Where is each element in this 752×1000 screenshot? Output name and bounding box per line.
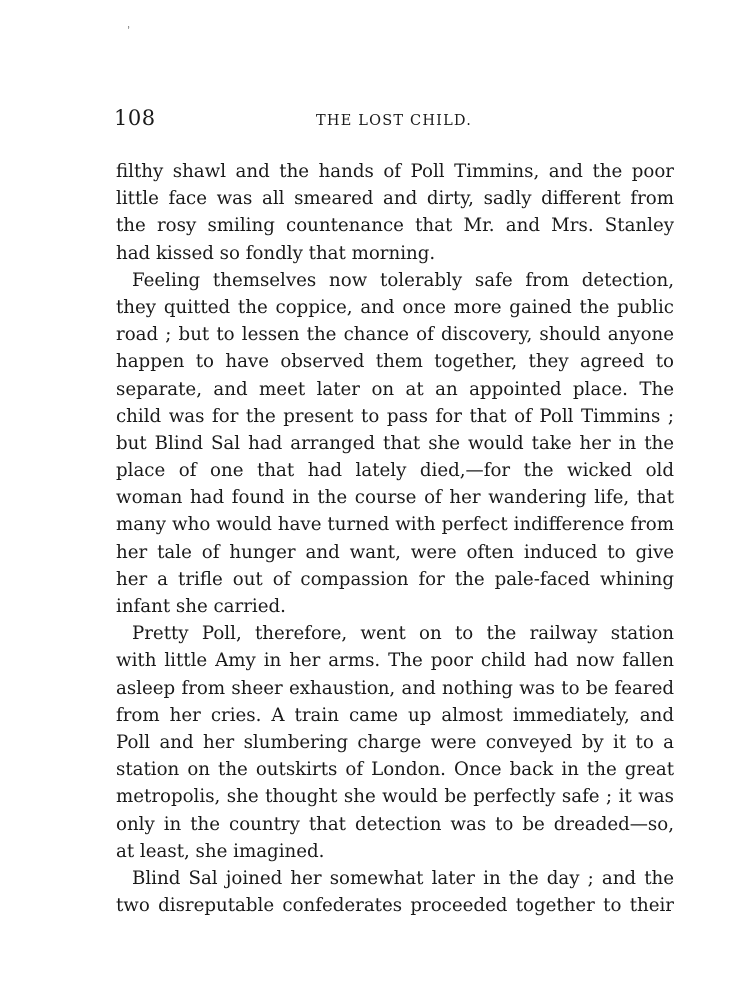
text-line: from her cries. A train came up almost immediately, and <box>116 704 674 726</box>
text-line: asleep from sheer exhaustion, and nothing was to be feared <box>116 677 674 699</box>
text-line: her tale of hunger and want, were often induced to give <box>116 541 674 563</box>
text-line: but Blind Sal had arranged that she would take her in the <box>116 432 674 454</box>
text-line: separate, and meet later on at an appointed place. The <box>116 378 674 400</box>
text-line: Feeling themselves now tolerably safe from detection, <box>132 269 674 291</box>
text-line: Blind Sal joined her somewhat later in the day ; and the <box>132 867 674 889</box>
text-line: her a trifle out of compassion for the pale-faced whining <box>116 568 674 590</box>
text-line: road ; but to lessen the chance of discovery, should anyone <box>116 324 674 346</box>
text-line: they quitted the coppice, and once more gained the public <box>116 296 674 318</box>
running-title: THE LOST CHILD. <box>316 113 473 129</box>
text-line: little face was all smeared and dirty, sadly different from <box>116 188 674 210</box>
page-number: 108 <box>114 106 156 130</box>
text-line: place of one that had lately died,—for the wicked old <box>116 460 674 482</box>
text-line: woman had found in the course of her wandering life, that <box>116 487 674 509</box>
text-line: the rosy smiling countenance that Mr. and Mrs. Stanley <box>116 215 674 237</box>
text-line: Poll and her slumbering charge were conveyed by it to a <box>116 731 674 753</box>
page-header <box>114 106 674 136</box>
text-line: at least, she imagined. <box>116 840 325 862</box>
text-line: happen to have observed them together, they agreed to <box>116 351 674 373</box>
text-line: many who would have turned with perfect indifference from <box>116 514 674 536</box>
text-line: infant she carried. <box>116 596 286 617</box>
text-line: station on the outskirts of London. Once back in the great <box>116 759 674 781</box>
text-line: metropolis, she thought she would be perfectly safe ; it was <box>116 786 674 808</box>
page-speck: ’ <box>125 23 134 38</box>
body-text <box>116 158 674 919</box>
text-line: two disreputable confederates proceeded together to their <box>116 895 674 917</box>
text-line: filthy shawl and the hands of Poll Timmins, and the poor <box>116 161 674 182</box>
text-line: child was for the present to pass for that of Poll Timmins ; <box>116 405 674 427</box>
text-line: only in the country that detection was to be dreaded—so, <box>116 813 674 835</box>
text-line: had kissed so fondly that morning. <box>116 242 436 264</box>
text-line: with little Amy in her arms. The poor child had now fallen <box>116 650 674 672</box>
text-line: Pretty Poll, therefore, went on to the railway station <box>132 623 674 645</box>
